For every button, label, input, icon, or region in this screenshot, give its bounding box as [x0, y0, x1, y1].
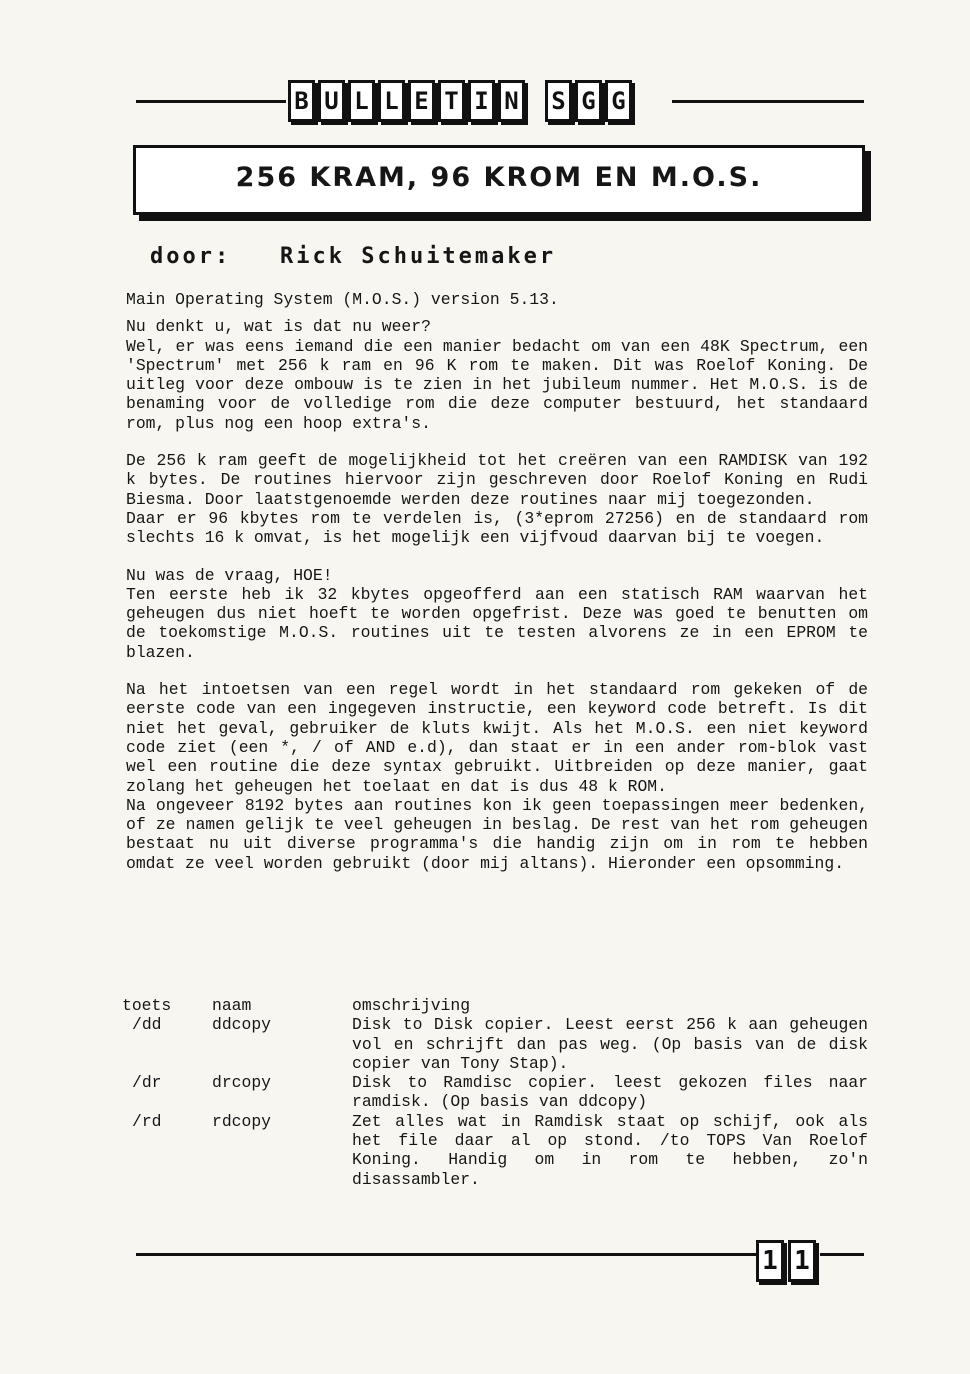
- table-row: [122, 1112, 868, 1189]
- row-desc: Zet alles wat in Ramdisk staat op schijf, ook als het file daar al op stond. /to TOPS Van Roelof Koning. Handig om in rom te hebben, zo'n disassambler.: [352, 1111, 868, 1189]
- table-row: [122, 1015, 868, 1073]
- row-desc: Disk to Ramdisc copier. leest gekozen files naar ramdisk. (Op basis van ddcopy): [352, 1073, 868, 1112]
- paragraph: Na het intoetsen van een regel wordt in het standaard rom gekeken of de eerste code van een ingegeven instructie, een keyword code betreft. Is dit niet het geval, gebruiker de kluts kwijt. Als het M.O.S. een niet keyword code ziet (een *, / of AND e.d), dan staat er in een ander rom-blok vast wel een routine die deze syntax gebruikt. Uitbreiden op deze manier, gaat zolang het geheugen het toelaat en dat is dus 48 k ROM.: [126, 680, 878, 796]
- masthead-letter: I: [468, 80, 495, 122]
- masthead-word-sgg: [545, 80, 632, 122]
- page-number-digit: 1: [788, 1240, 816, 1282]
- paragraph: Daar er 96 kbytes rom te verdelen is, (3*eprom 27256) en de standaard rom slechts 16 k omvat, is het mogelijk een vijfvoud daarvan bij te voegen.: [126, 508, 878, 548]
- paragraph: Na ongeveer 8192 bytes aan routines kon ik geen toepassingen meer bedenken, of ze namen gelijk te veel geheugen in beslag. De rest van het rom geheugen bestaat nu uit diverse programma's die handig zijn om in rom te hebben omdat ze veel worden gebruikt (door mij altans). Hieronder een opsomming.: [126, 795, 878, 873]
- paragraph: Ten eerste heb ik 32 kbytes opgeofferd aan een statisch RAM waarvan het geheugen dus niet hoeft te worden opgefrist. Deze was goed te benutten om de toekomstige M.O.S. routines uit te testen alvorens ze in een EPROM te blazen.: [126, 584, 878, 662]
- table-header-row: [122, 996, 868, 1015]
- row-key: /rd: [132, 1111, 162, 1131]
- byline-author: Rick Schuitemaker: [279, 244, 557, 269]
- masthead: [288, 80, 632, 122]
- paragraph: Nu was de vraag, HOE!: [126, 565, 333, 585]
- row-name: drcopy: [212, 1073, 272, 1093]
- top-rule-left: [136, 100, 286, 103]
- masthead-letter: T: [438, 80, 465, 122]
- masthead-letter: L: [378, 80, 405, 122]
- row-name: ddcopy: [212, 1015, 272, 1035]
- article-title: 256 KRAM, 96 KROM EN M.O.S.: [235, 162, 763, 193]
- page-number-digit: 1: [756, 1240, 784, 1282]
- masthead-letter: N: [498, 80, 525, 122]
- masthead-letter: G: [575, 80, 602, 122]
- byline: [150, 244, 556, 269]
- header-omschrijving: omschrijving: [352, 996, 471, 1015]
- article-body: [126, 290, 878, 873]
- row-key: /dr: [132, 1073, 162, 1093]
- masthead-letter: B: [288, 80, 315, 122]
- masthead-letter: L: [348, 80, 375, 122]
- row-name: rdcopy: [212, 1111, 272, 1131]
- masthead-letter: E: [408, 80, 435, 122]
- title-box: [133, 145, 865, 215]
- bottom-rule-right: [820, 1253, 864, 1256]
- byline-prefix: door:: [150, 244, 232, 269]
- paragraph: Main Operating System (M.O.S.) version 5.13.: [126, 290, 559, 309]
- command-table: [122, 996, 868, 1189]
- paragraph: Wel, er was eens iemand die een manier bedacht om van een 48K Spectrum, een 'Spectrum' met 256 k ram en 96 K rom te maken. Dit was Roelof Koning. De uitleg voor deze ombouw is te zien in het jubileum nummer. Het M.O.S. is de benaming voor de volledige rom die deze computer bestuurd, het standaard rom, plus nog een hoop extra's.: [126, 336, 878, 433]
- masthead-letter: G: [605, 80, 632, 122]
- masthead-letter: S: [545, 80, 572, 122]
- masthead-word-bulletin: [288, 80, 525, 122]
- page-number: [756, 1240, 816, 1282]
- row-key: /dd: [132, 1015, 162, 1035]
- header-toets: toets: [122, 996, 172, 1015]
- table-row: [122, 1073, 868, 1112]
- masthead-letter: U: [318, 80, 345, 122]
- paragraph: De 256 k ram geeft de mogelijkheid tot het creëren van een RAMDISK van 192 k bytes. De routines hiervoor zijn geschreven door Roelof Koning en Rudi Biesma. Door laatstgenoemde werden deze routines naar mij toegezonden.: [126, 451, 878, 509]
- bottom-rule: [136, 1253, 756, 1256]
- paragraph: Nu denkt u, wat is dat nu weer?: [126, 317, 431, 337]
- top-rule-right: [672, 100, 864, 103]
- row-desc: Disk to Disk copier. Leest eerst 256 k aan geheugen vol en schrijft dan pas weg. (Op basis van de disk copier van Tony Stap).: [352, 1015, 868, 1073]
- header-naam: naam: [212, 996, 252, 1015]
